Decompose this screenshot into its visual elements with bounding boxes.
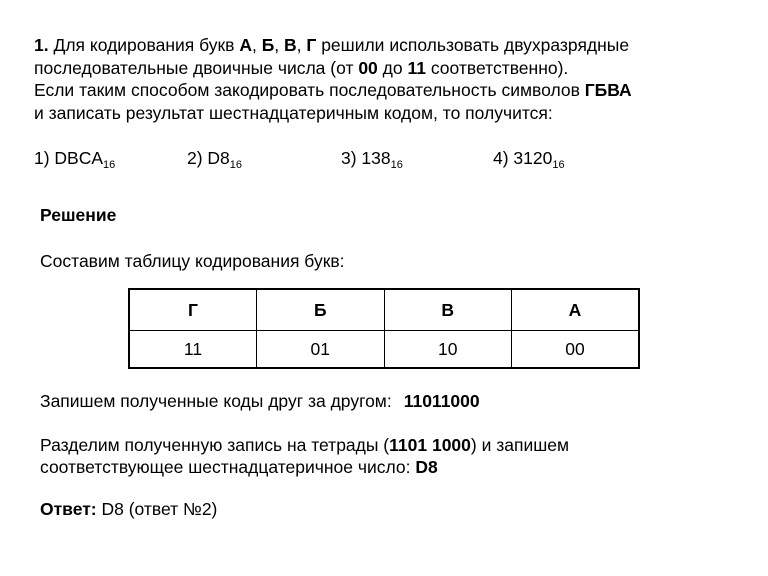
tetrads: 1101 1000 (389, 435, 471, 455)
symbol-sequence: ГБВА (584, 80, 632, 100)
solution-heading: Решение (40, 205, 117, 225)
concat-line: Запишем полученные коды друг за другом: 11011000 (40, 391, 480, 411)
table-cell: 11 (129, 331, 257, 369)
answer-label: Ответ: (40, 499, 97, 519)
table-cell: 00 (512, 331, 640, 369)
table-intro: Составим таблицу кодирования букв: (40, 251, 345, 271)
problem-number: 1. (34, 35, 49, 55)
code-to: 11 (407, 57, 426, 78)
problem-line-1: 1. Для кодирования букв А, Б, В, Г решили использовать двухразрядные (34, 35, 630, 55)
letter-g: Г (306, 35, 317, 55)
code-from: 00 (358, 57, 378, 78)
option-4: 4) $3120_{16}$ (493, 148, 565, 171)
table-header-cell: В (384, 289, 512, 331)
table-row (129, 331, 639, 369)
problem-line-2: последовательные двоичные числа (от 00 до 11 соответственно). (34, 57, 569, 78)
option-3: 3) $138_{16}$ (341, 148, 403, 171)
table-header-cell: Г (129, 289, 257, 331)
table-cell: 01 (257, 331, 385, 369)
problem-line-4: и записать результат шестнадцатеричным кодом, то получится: (34, 102, 553, 123)
concat-value: 11011000 (403, 391, 480, 411)
split-line-2: соответствующее шестнадцатеричное число: D8 (40, 457, 438, 477)
table-header-cell: А (512, 289, 640, 331)
answer-value: D8 (ответ №2) (96, 499, 218, 519)
letter-v: В (284, 35, 297, 55)
table-header-row (129, 289, 639, 331)
split-line-1: Разделим полученную запись на тетрады (1101 1000) и запишем (40, 435, 570, 455)
table-header-cell: Б (257, 289, 385, 331)
letter-b: Б (261, 35, 275, 55)
encoding-table (128, 288, 640, 369)
option-1: 1) $DBCA_{16}$ (34, 148, 116, 171)
hex-value: D8 (415, 457, 438, 477)
problem-line-3: Если таким способом закодировать последовательность символов ГБВА (34, 80, 632, 100)
answer-line (40, 498, 217, 520)
problem-statement (34, 34, 632, 124)
table-cell: 10 (384, 331, 512, 369)
option-2: 2) $D8_{16}$ (187, 148, 243, 171)
letter-a: А (239, 35, 252, 55)
